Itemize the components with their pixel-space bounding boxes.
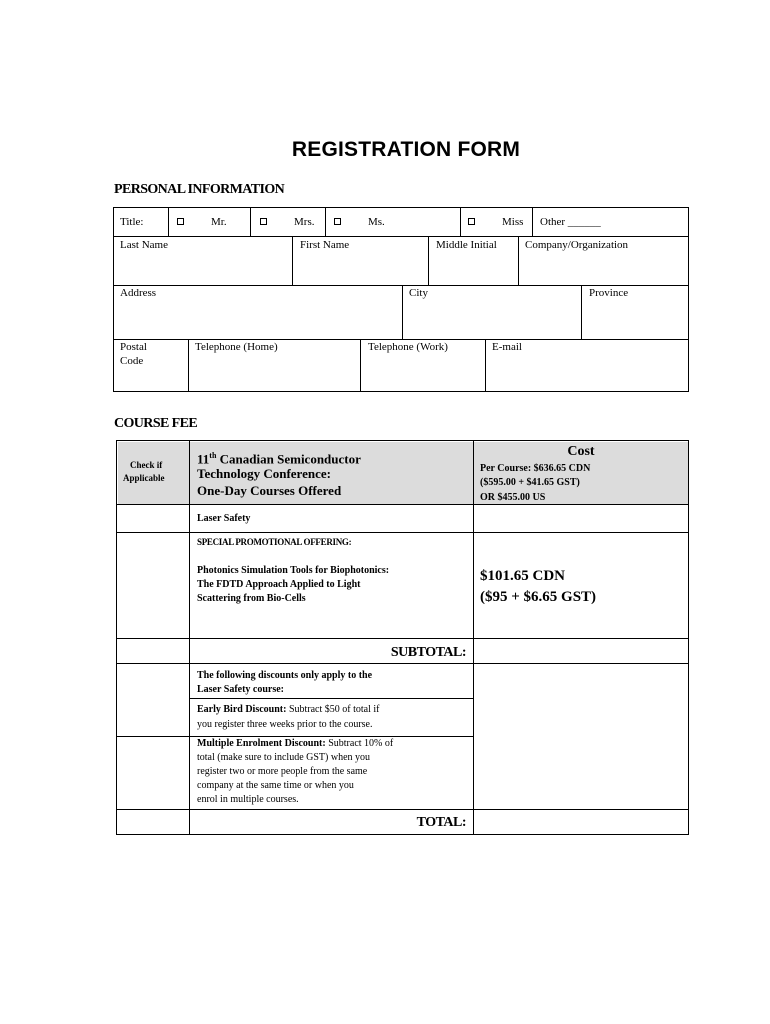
multiple-enrolment-line3: register two or more people from the same — [197, 766, 368, 777]
option-ms: Ms. — [368, 216, 385, 228]
title-label: Title: — [120, 216, 144, 228]
first-name-field[interactable]: First Name — [300, 239, 350, 251]
promo-title-line3: Scattering from Bio-Cells — [197, 593, 306, 604]
early-bird-discount-line2: you register three weeks prior to the course. — [197, 719, 373, 730]
checkbox-laser-safety[interactable] — [118, 506, 188, 531]
city-field[interactable]: City — [409, 287, 428, 299]
multiple-enrolment-line5: enrol in multiple courses. — [197, 794, 299, 805]
middle-initial-field[interactable]: Middle Initial — [436, 239, 497, 251]
per-course-usd: OR $455.00 US — [480, 492, 546, 503]
promo-heading: SPECIAL PROMOTIONAL OFFERING: — [197, 537, 352, 547]
total-field[interactable] — [475, 811, 687, 833]
option-miss: Miss — [502, 216, 524, 228]
company-field[interactable]: Company/Organization — [525, 239, 629, 251]
promo-title-line1: Photonics Simulation Tools for Biophotonics: — [197, 565, 390, 576]
conference-title-line1: 11th Canadian Semiconductor — [197, 451, 361, 467]
option-other[interactable]: Other ______ — [540, 216, 601, 228]
last-name-field[interactable]: Last Name — [120, 239, 168, 251]
promo-title-line2: The FDTD Approach Applied to Light — [197, 579, 361, 590]
checkbox-early-bird[interactable] — [118, 665, 188, 735]
promo-price: $101.65 CDN — [480, 568, 565, 584]
promo-price-breakdown: ($95 + $6.65 GST) — [480, 589, 597, 605]
personal-info-heading: PERSONAL INFORMATION — [114, 182, 285, 197]
postal-label[interactable]: Postal — [120, 341, 147, 353]
subtotal-label: SUBTOTAL: — [390, 645, 466, 660]
multiple-enrolment-line4: company at the same time or when you — [197, 780, 354, 791]
checkbox-promo-course[interactable] — [118, 534, 188, 637]
address-field[interactable]: Address — [120, 287, 157, 299]
check-label: Check if — [130, 460, 163, 470]
discount-intro-line1: The following discounts only apply to the — [197, 670, 373, 681]
per-course-price: Per Course: $636.65 CDN — [480, 463, 591, 474]
cost-header: Cost — [567, 444, 595, 459]
course-fee-heading: COURSE FEE — [114, 416, 198, 431]
checkbox-mr[interactable] — [177, 218, 184, 225]
option-mrs: Mrs. — [294, 216, 315, 228]
province-field[interactable]: Province — [589, 287, 629, 299]
option-mr: Mr. — [211, 216, 227, 228]
telephone-work-field[interactable]: Telephone (Work) — [368, 341, 448, 353]
total-label: TOTAL: — [416, 815, 466, 830]
page-title: REGISTRATION FORM — [291, 138, 521, 161]
telephone-home-field[interactable]: Telephone (Home) — [195, 341, 278, 353]
discount-intro-line2: Laser Safety course: — [197, 684, 285, 695]
applicable-label: Applicable — [123, 473, 165, 483]
conference-title-line2: Technology Conference: — [197, 466, 331, 481]
multiple-enrolment-discount: Multiple Enrolment Discount: Subtract 10% of — [197, 738, 394, 749]
early-bird-discount: Early Bird Discount: Subtract $50 of total if — [197, 704, 380, 715]
email-field[interactable]: E-mail — [492, 341, 522, 353]
checkbox-mrs[interactable] — [260, 218, 267, 225]
per-course-breakdown: ($595.00 + $41.65 GST) — [480, 477, 580, 488]
conference-title-line3: One-Day Courses Offered — [197, 483, 342, 498]
checkbox-ms[interactable] — [334, 218, 341, 225]
checkbox-miss[interactable] — [468, 218, 475, 225]
laser-safety-course: Laser Safety — [197, 513, 251, 524]
postal-code-label: Code — [120, 355, 144, 367]
subtotal-field[interactable] — [475, 640, 687, 662]
checkbox-multiple-enrolment[interactable] — [118, 738, 188, 808]
multiple-enrolment-line2: total (make sure to include GST) when you — [197, 752, 371, 763]
